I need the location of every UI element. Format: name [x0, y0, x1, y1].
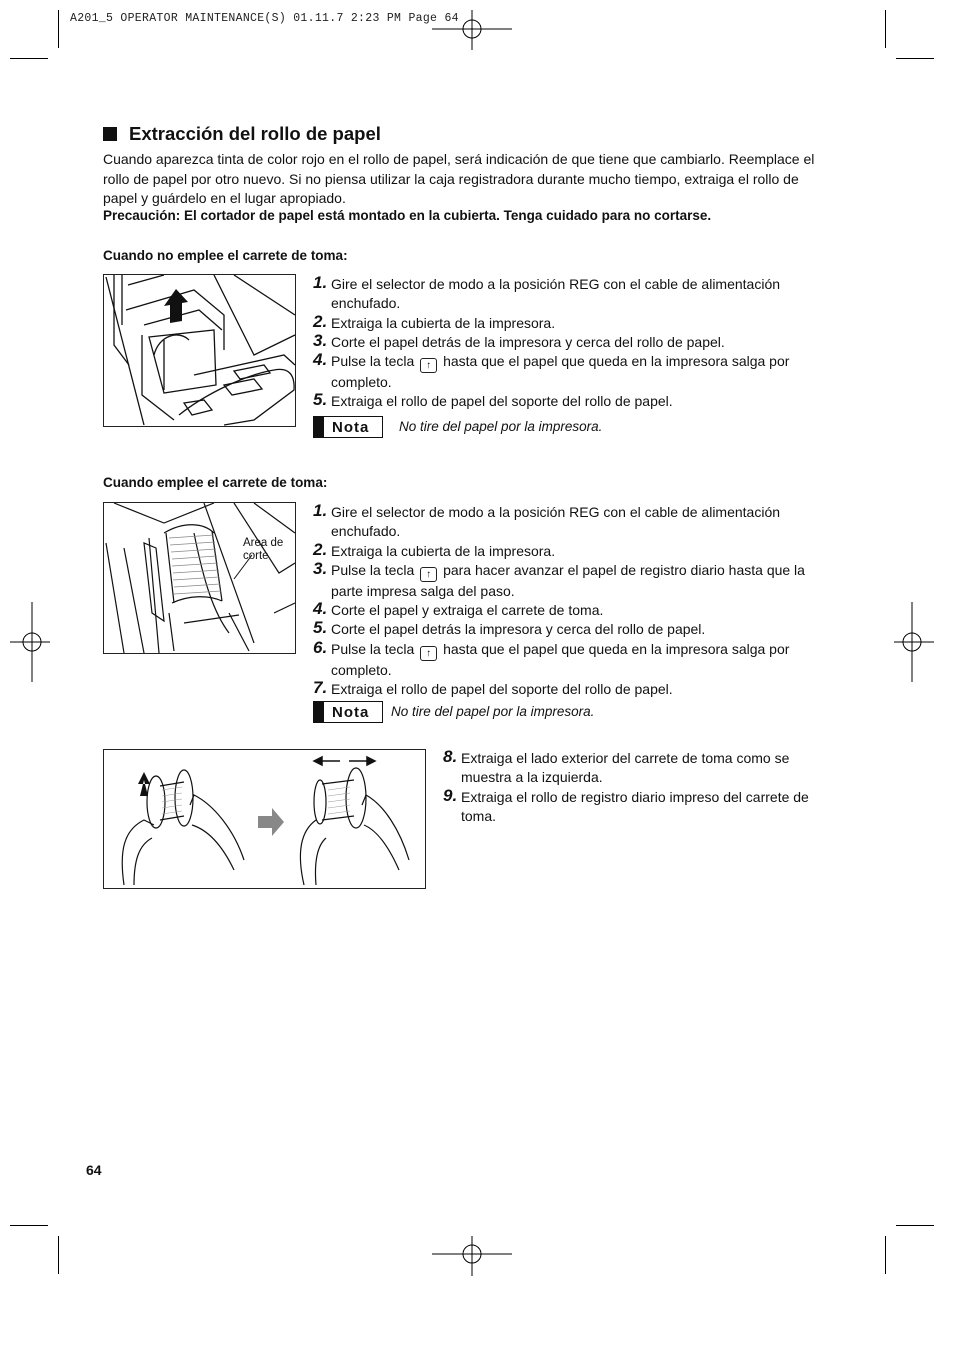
nota-bar-icon: [314, 417, 324, 437]
figure-printer-remove-roll: [103, 274, 296, 427]
hands-reel-illustration: [104, 750, 425, 888]
paper-feed-key-icon: ↑: [420, 358, 437, 373]
intro-paragraph: Cuando aparezca tinta de color rojo en el rollo de papel, será indicación de que tiene que cambiarlo. Reemplace el rollo de papel por otro nuevo. Si no piensa utilizar la caja registradora durante mucho tiempo, extraiga el rollo de papel y guárdelo en el lugar apropiado.: [103, 151, 815, 206]
cut-area-callout: Area de corte: [243, 537, 284, 562]
print-header: A201_5 OPERATOR MAINTENANCE(S) 01.11.7 2:23 PM Page 64: [70, 12, 459, 25]
steps-part3: [443, 749, 818, 826]
step-item: 8. Extraiga el lado exterior del carrete de toma como se muestra a la izquierda.: [443, 747, 790, 786]
printer-illustration-1: [104, 275, 295, 426]
step-item: 5. Extraiga el rollo de papel del soporte del rollo de papel.: [313, 390, 673, 410]
figure-take-up-reel: [103, 502, 296, 654]
step-item: 5. Corte el papel detrás la impresora y cerca del rollo de papel.: [313, 618, 706, 638]
nota-badge: Nota: [313, 416, 383, 438]
nota-text: No tire del papel por la impresora.: [399, 419, 603, 434]
paper-feed-key-icon: ↑: [420, 646, 437, 661]
registration-mark-top: [432, 10, 512, 50]
steps-part2: [313, 503, 823, 699]
step-item: 3. Pulse la tecla ↑ para hacer avanzar el papel de registro diario hasta que la parte impresa salga del paso.: [313, 558, 805, 599]
subhead-without-take-up: Cuando no emplee el carrete de toma:: [103, 248, 348, 263]
steps-part1: [313, 275, 813, 412]
printer-illustration-2: [104, 503, 295, 653]
page-number: 64: [86, 1162, 102, 1178]
square-bullet-icon: [103, 127, 117, 141]
paper-feed-key-icon: ↑: [420, 567, 437, 582]
nota-text: No tire del papel por la impresora.: [391, 704, 595, 719]
subhead-with-take-up: Cuando emplee el carrete de toma:: [103, 475, 328, 490]
step-item: 1. Gire el selector de modo a la posición REG con el cable de alimentación enchufado.: [313, 273, 781, 312]
step-item: 7. Extraiga el rollo de papel del soporte del rollo de papel.: [313, 678, 673, 698]
registration-mark-left: [10, 602, 50, 682]
right-arrow-icon: [258, 808, 284, 836]
left-right-arrows-icon: [314, 757, 375, 765]
section-heading: [103, 123, 381, 145]
step-item: 6. Pulse la tecla ↑ hasta que el papel que queda en la impresora salga por completo.: [313, 637, 790, 678]
step-item: 4. Corte el papel y extraiga el carrete de toma.: [313, 599, 604, 619]
step-item: 9. Extraiga el rollo de registro diario impreso del carrete de toma.: [443, 785, 809, 824]
nota-bar-icon: [314, 702, 324, 722]
step-item: 1. Gire el selector de modo a la posición REG con el cable de alimentación enchufado.: [313, 501, 781, 540]
registration-mark-right: [894, 602, 934, 682]
section-title: Extracción del rollo de papel: [129, 123, 381, 144]
figure-take-up-reel-disassembly: [103, 749, 426, 889]
step-item: 2. Extraiga la cubierta de la impresora.: [313, 311, 556, 331]
step-item: 4. Pulse la tecla ↑ hasta que el papel que queda en la impresora salga por completo.: [313, 350, 790, 391]
registration-mark-bottom: [432, 1236, 512, 1276]
step-item: 2. Extraiga la cubierta de la impresora.: [313, 539, 556, 559]
step-item: 3. Corte el papel detrás de la impresora y cerca del rollo de papel.: [313, 330, 725, 350]
caution-text: Precaución: El cortador de papel está montado en la cubierta. Tenga cuidado para no cortarse.: [103, 208, 712, 223]
nota-badge: Nota: [313, 701, 383, 723]
